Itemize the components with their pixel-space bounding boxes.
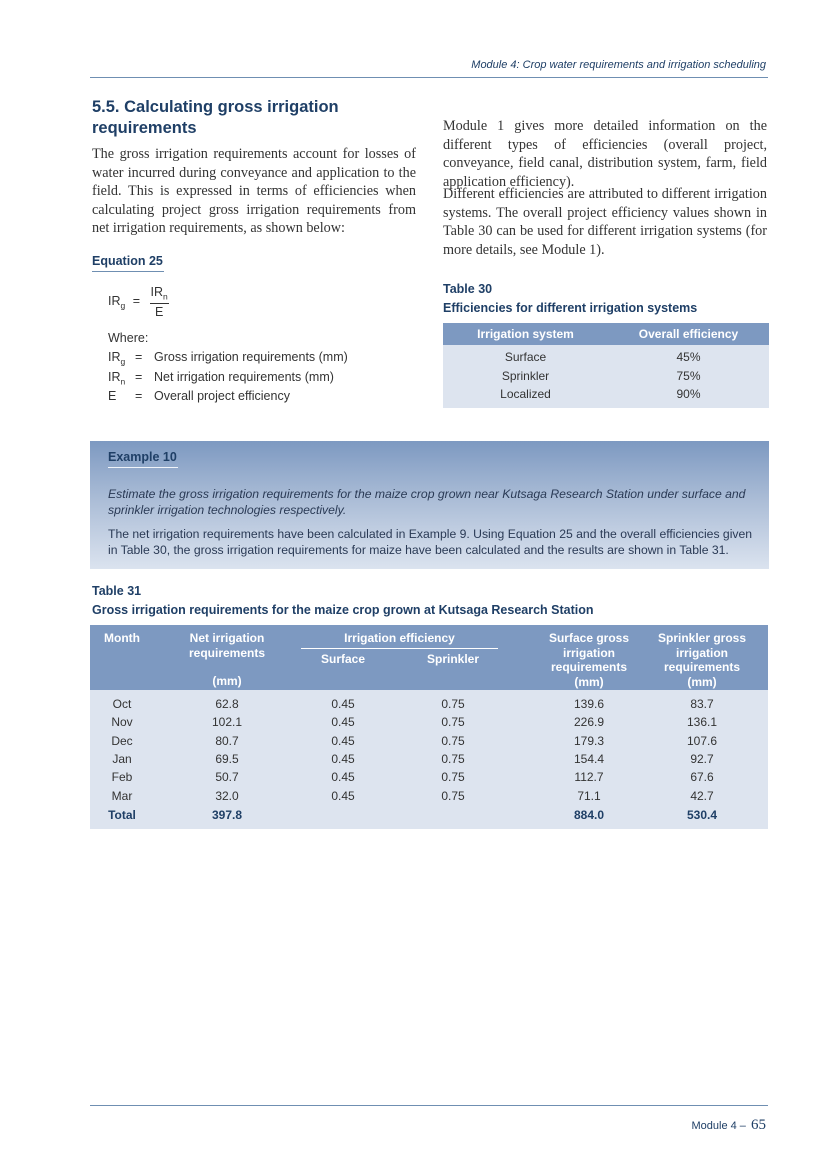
definition-irn	[108, 370, 334, 387]
table30-header-efficiency: Overall efficiency	[638, 327, 739, 341]
table31	[90, 625, 768, 829]
table31-cell: 0.75	[441, 789, 465, 803]
definition-text: Net irrigation requirements (mm)	[154, 370, 334, 384]
table31-cell: 32.0	[215, 789, 239, 803]
table31-total-cell: 397.8	[211, 808, 243, 822]
table31-total-cell: Total	[108, 808, 136, 822]
table30-header-system: Irrigation system	[477, 327, 574, 341]
table31-cell: 0.75	[441, 734, 465, 748]
header-efficiency-rule	[301, 648, 498, 649]
table31-cell: 107.6	[686, 734, 718, 748]
header-sprinkler-gross: Sprinkler gross irrigation requirements (mm)	[657, 631, 747, 689]
where-label: Where:	[108, 331, 149, 345]
table31-cell: 80.7	[215, 734, 239, 748]
table31-cell: Nov	[111, 715, 133, 729]
table31-title: Gross irrigation requirements for the maize crop grown at Kutsaga Research Station	[92, 603, 594, 617]
table31-cell: 50.7	[215, 770, 239, 784]
table31-cell: 83.7	[690, 697, 714, 711]
table31-cell: Mar	[111, 789, 133, 803]
running-header: Module 4: Crop water requirements and irrigation scheduling	[471, 59, 766, 71]
definition-symbol: $IR_n$	[108, 370, 126, 387]
table31-cell: 42.7	[690, 789, 714, 803]
table31-cell: 92.7	[690, 752, 714, 766]
table30-label: Table 30	[443, 282, 493, 296]
page-number: 65	[751, 1117, 766, 1133]
section-title: 5.5. Calculating gross irrigation requirements	[92, 98, 339, 137]
example-box	[90, 441, 769, 569]
equation-heading: Equation 25	[92, 254, 164, 272]
table30-title: Efficiencies for different irrigation systems	[443, 301, 698, 315]
table31-cell: 71.1	[577, 789, 601, 803]
table31-cell: 0.45	[331, 715, 355, 729]
definition-equals: =	[135, 350, 143, 364]
table31-header-row	[90, 625, 768, 690]
fraction-numerator: $IR_n$	[150, 285, 168, 302]
intro-paragraph: The gross irrigation requirements account for losses of water incurred during conveyance and application to the field. This is expressed in terms of efficiencies when calculating project gross irrigation requirements from net irrigation requirements, as shown below:	[92, 146, 416, 237]
definition-irg	[108, 350, 348, 367]
header-month: Month	[104, 631, 140, 645]
table30-cell: Sprinkler	[501, 369, 550, 383]
table31-cell: 0.45	[331, 789, 355, 803]
table31-cell: 226.9	[573, 715, 605, 729]
table31-cell: 0.45	[331, 752, 355, 766]
header-sprinkler: Sprinkler	[426, 652, 480, 666]
definition-text: Overall project efficiency	[154, 389, 290, 403]
header-efficiency: Irrigation efficiency	[344, 631, 455, 645]
definition-equals: =	[135, 389, 143, 403]
formula-fraction	[150, 285, 169, 319]
table30-cell: 75%	[676, 369, 701, 383]
table30-cell: Surface	[504, 350, 547, 364]
footer-rule	[90, 1105, 768, 1106]
table31-cell: 69.5	[215, 752, 239, 766]
table31-total-cell: 530.4	[686, 808, 718, 822]
header-net: Net irrigation requirements	[188, 631, 266, 660]
table31-cell: 136.1	[686, 715, 718, 729]
table31-label: Table 31	[92, 584, 142, 598]
equation-formula	[108, 285, 169, 319]
page-footer	[692, 1117, 767, 1134]
table31-total-cell: 884.0	[573, 808, 605, 822]
table30	[443, 323, 769, 408]
example-title: Example 10	[108, 450, 178, 468]
fraction-denominator: E	[154, 304, 164, 319]
definition-equals: =	[135, 370, 143, 384]
table31-cell: 179.3	[573, 734, 605, 748]
table30-cell: 90%	[676, 387, 701, 401]
table31-cell: 139.6	[573, 697, 605, 711]
efficiency-types-paragraph: Module 1 gives more detailed information on the different types of efficiencies (overall project, conveyance, field canal, distribution system, farm, field application efficiency).	[443, 118, 767, 190]
table31-cell: Jan	[112, 752, 132, 766]
table31-cell: 112.7	[574, 770, 604, 784]
definition-e	[108, 389, 290, 403]
header-net-unit: (mm)	[212, 674, 242, 688]
table31-cell: 0.75	[441, 697, 465, 711]
header-rule	[90, 77, 768, 78]
formula-lhs: $IR_g$	[108, 294, 126, 311]
table31-cell: Dec	[111, 734, 133, 748]
table30-header-row	[443, 323, 769, 345]
table31-cell: 102.1	[211, 715, 243, 729]
table31-cell: 0.75	[441, 752, 465, 766]
definition-symbol: E	[108, 389, 117, 403]
definition-text: Gross irrigation requirements (mm)	[154, 350, 348, 364]
table31-cell: 67.6	[690, 770, 714, 784]
table31-cell: 62.8	[215, 697, 239, 711]
table31-cell: Oct	[112, 697, 132, 711]
table30-cell: Localized	[500, 387, 551, 401]
example-answer: The net irrigation requirements have been calculated in Example 9. Using Equation 25 and the overall efficiencies given in Table 30, the gross irrigation requirements for maize have been calculated and the results are shown in Table 31.	[108, 527, 753, 557]
definition-symbol: $IR_g$	[108, 350, 126, 367]
table31-cell: 0.45	[331, 770, 355, 784]
table31-cell: Feb	[111, 770, 133, 784]
table30-cell: 45%	[676, 350, 701, 364]
example-question: Estimate the gross irrigation requirements for the maize crop grown near Kutsaga Research Station under surface and sprinkler irrigation technologies respectively.	[108, 487, 746, 517]
table31-cell: 0.75	[441, 715, 465, 729]
header-surface: Surface	[320, 652, 366, 666]
formula-equals: =	[132, 294, 141, 309]
footer-text: Module 4 –	[691, 1120, 746, 1132]
table31-cell: 154.4	[573, 752, 605, 766]
table31-cell: 0.45	[331, 697, 355, 711]
table31-cell: 0.75	[441, 770, 465, 784]
header-surface-gross: Surface gross irrigation requirements (mm)	[548, 631, 630, 689]
table31-cell: 0.45	[331, 734, 355, 748]
efficiency-values-paragraph: Different efficiencies are attributed to different irrigation systems. The overall project efficiency values shown in Table 30 can be used for different irrigation systems (for more details, see Module 1).	[443, 186, 767, 258]
